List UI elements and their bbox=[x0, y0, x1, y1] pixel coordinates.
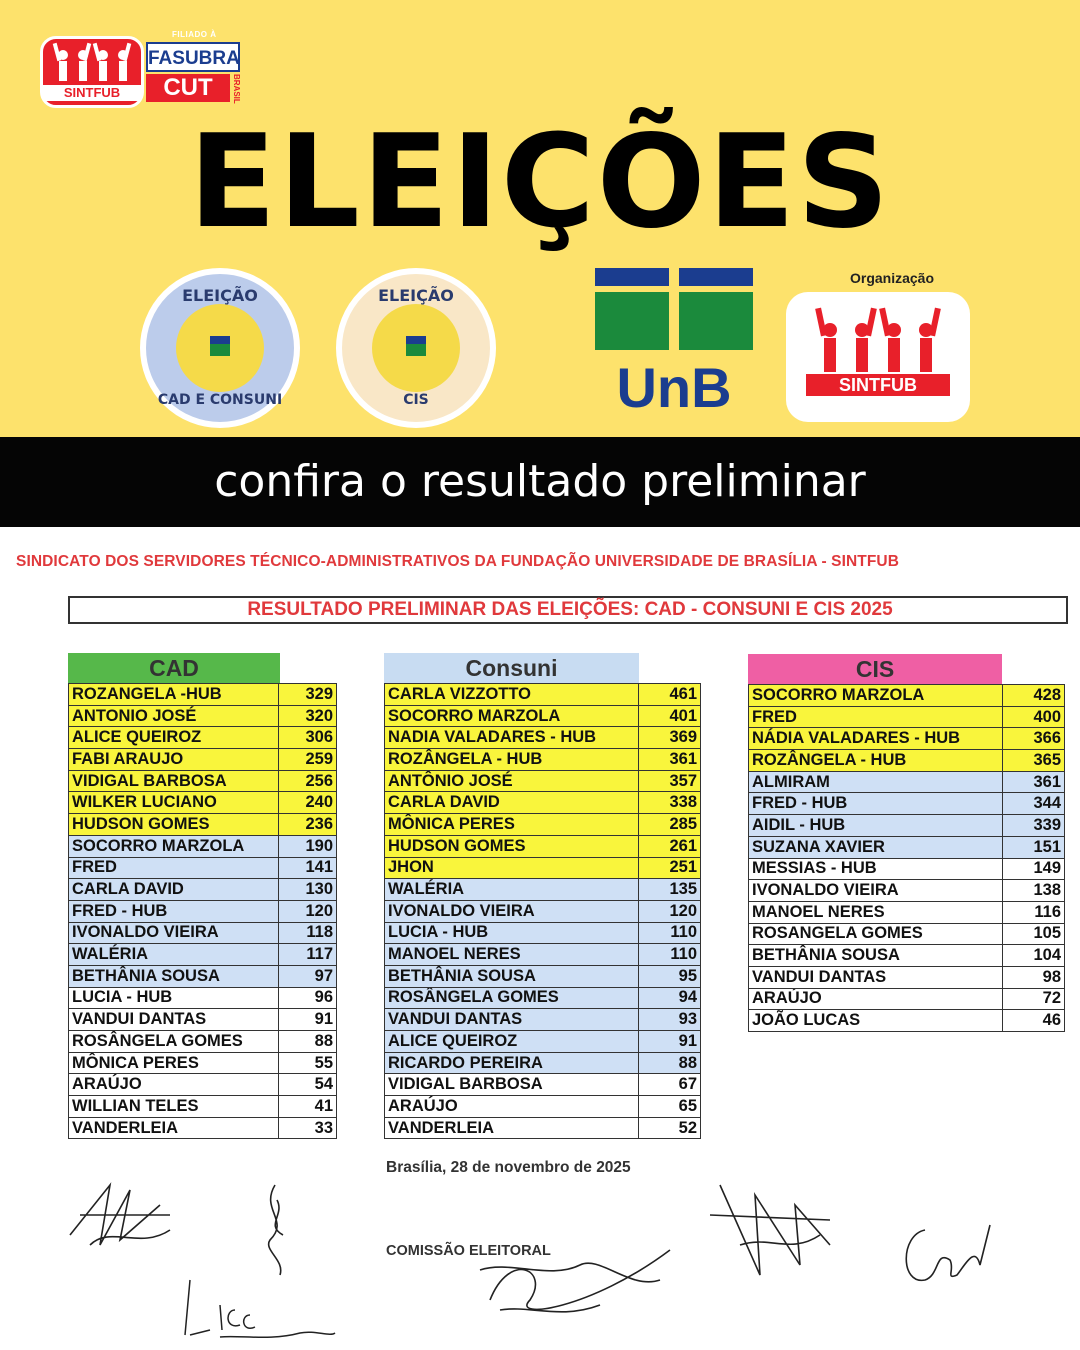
vote-count: 94 bbox=[639, 987, 701, 1009]
subtitle-bar bbox=[0, 437, 1080, 527]
candidate-name: SOCORRO MARZOLA bbox=[385, 705, 639, 727]
vote-count: 428 bbox=[1003, 685, 1065, 707]
vote-count: 251 bbox=[639, 857, 701, 879]
candidate-name: BETHÂNIA SOUSA bbox=[749, 945, 1003, 967]
table-row bbox=[385, 727, 701, 749]
table-row bbox=[69, 879, 337, 901]
table-row bbox=[749, 880, 1065, 902]
signature-6-icon bbox=[895, 1215, 1005, 1295]
table-row bbox=[749, 685, 1065, 707]
candidate-name: IVONALDO VIEIRA bbox=[385, 900, 639, 922]
vote-count: 33 bbox=[279, 1117, 337, 1139]
affiliation-label: FILIADO À bbox=[172, 30, 217, 39]
vote-count: 91 bbox=[279, 1009, 337, 1031]
unb-logo-text: UnB bbox=[616, 356, 732, 419]
badge-cis-top-text: ELEIÇÃO bbox=[378, 286, 454, 305]
candidate-name: VIDIGAL BARBOSA bbox=[69, 770, 279, 792]
table-row bbox=[749, 858, 1065, 880]
vote-count: 91 bbox=[639, 1031, 701, 1053]
table-row bbox=[69, 922, 337, 944]
consuni-header: Consuni bbox=[384, 653, 639, 683]
table-row bbox=[69, 1052, 337, 1074]
table-row bbox=[69, 727, 337, 749]
candidate-name: ROSÂNGELA GOMES bbox=[385, 987, 639, 1009]
table-row bbox=[749, 988, 1065, 1010]
table-row bbox=[385, 944, 701, 966]
vote-count: 320 bbox=[279, 705, 337, 727]
cad-header: CAD bbox=[68, 653, 280, 683]
vote-count: 369 bbox=[639, 727, 701, 749]
raised-fists-icon bbox=[810, 306, 946, 376]
vote-count: 400 bbox=[1003, 706, 1065, 728]
candidate-name: FRED - HUB bbox=[749, 793, 1003, 815]
candidate-name: VIDIGAL BARBOSA bbox=[385, 1074, 639, 1096]
table-row bbox=[69, 857, 337, 879]
vote-count: 96 bbox=[279, 987, 337, 1009]
table-row bbox=[69, 1031, 337, 1053]
table-row bbox=[385, 814, 701, 836]
candidate-name: ALICE QUEIROZ bbox=[69, 727, 279, 749]
header-banner bbox=[0, 0, 1080, 437]
candidate-name: WILLIAN TELES bbox=[69, 1096, 279, 1118]
table-row bbox=[385, 1009, 701, 1031]
table-row bbox=[69, 770, 337, 792]
subtitle: confira o resultado preliminar bbox=[214, 456, 866, 507]
candidate-name: LUCIA - HUB bbox=[69, 987, 279, 1009]
cis-column bbox=[748, 654, 1065, 1032]
vote-count: 93 bbox=[639, 1009, 701, 1031]
vote-count: 95 bbox=[639, 965, 701, 987]
vote-count: 236 bbox=[279, 814, 337, 836]
table-row bbox=[749, 706, 1065, 728]
candidate-name: ARAÚJO bbox=[69, 1074, 279, 1096]
candidate-name: BETHÂNIA SOUSA bbox=[385, 965, 639, 987]
table-row bbox=[385, 965, 701, 987]
cad-column bbox=[68, 653, 337, 1139]
unb-logo-icon bbox=[595, 268, 753, 350]
vote-count: 118 bbox=[279, 922, 337, 944]
vote-count: 357 bbox=[639, 770, 701, 792]
cut-logo: CUT bbox=[146, 74, 230, 102]
candidate-name: ROZANGELA -HUB bbox=[69, 684, 279, 706]
table-row bbox=[385, 749, 701, 771]
cis-header: CIS bbox=[748, 654, 1002, 684]
candidate-name: JOÃO LUCAS bbox=[749, 1010, 1003, 1032]
document-organization: SINDICATO DOS SERVIDORES TÉCNICO-ADMINISTRATIVOS DA FUNDAÇÃO UNIVERSIDADE DE BRASÍLIA - SINTFUB bbox=[16, 553, 899, 570]
table-row bbox=[69, 900, 337, 922]
candidate-name: ROZÂNGELA - HUB bbox=[749, 750, 1003, 772]
candidate-name: MANOEL NERES bbox=[749, 901, 1003, 923]
table-row bbox=[69, 684, 337, 706]
vote-count: 120 bbox=[279, 900, 337, 922]
vote-count: 329 bbox=[279, 684, 337, 706]
table-row bbox=[69, 814, 337, 836]
candidate-name: SOCORRO MARZOLA bbox=[749, 685, 1003, 707]
signature-5-icon bbox=[700, 1175, 840, 1285]
table-row bbox=[69, 944, 337, 966]
vote-count: 344 bbox=[1003, 793, 1065, 815]
candidate-name: MÔNICA PERES bbox=[69, 1052, 279, 1074]
consuni-table bbox=[384, 683, 701, 1139]
vote-count: 41 bbox=[279, 1096, 337, 1118]
vote-count: 117 bbox=[279, 944, 337, 966]
sintfub-logo-text: SINTFUB bbox=[43, 85, 141, 101]
candidate-name: IVONALDO VIEIRA bbox=[69, 922, 279, 944]
candidate-name: BETHÂNIA SOUSA bbox=[69, 965, 279, 987]
organization-label: Organização bbox=[849, 270, 935, 286]
vote-count: 110 bbox=[639, 944, 701, 966]
candidate-name: ARAÚJO bbox=[749, 988, 1003, 1010]
vote-count: 120 bbox=[639, 900, 701, 922]
table-row bbox=[69, 792, 337, 814]
vote-count: 306 bbox=[279, 727, 337, 749]
badge-cad-bottom-text: CAD E CONSUNI bbox=[157, 392, 283, 408]
vote-count: 97 bbox=[279, 965, 337, 987]
table-row bbox=[749, 728, 1065, 750]
candidate-name: WALÉRIA bbox=[385, 879, 639, 901]
vote-count: 361 bbox=[639, 749, 701, 771]
table-row bbox=[69, 1009, 337, 1031]
candidate-name: MANOEL NERES bbox=[385, 944, 639, 966]
vote-count: 46 bbox=[1003, 1010, 1065, 1032]
vote-count: 88 bbox=[279, 1031, 337, 1053]
candidate-name: HUDSON GOMES bbox=[69, 814, 279, 836]
candidate-name: CARLA DAVID bbox=[385, 792, 639, 814]
signature-2-icon bbox=[255, 1180, 295, 1280]
candidate-name: FRED - HUB bbox=[69, 900, 279, 922]
vote-count: 190 bbox=[279, 835, 337, 857]
table-row bbox=[385, 705, 701, 727]
main-title: ELEIÇÕES bbox=[188, 108, 892, 257]
candidate-name: SUZANA XAVIER bbox=[749, 836, 1003, 858]
vote-count: 130 bbox=[279, 879, 337, 901]
vote-count: 261 bbox=[639, 835, 701, 857]
table-row bbox=[385, 835, 701, 857]
table-row bbox=[749, 793, 1065, 815]
vote-count: 401 bbox=[639, 705, 701, 727]
vote-count: 138 bbox=[1003, 880, 1065, 902]
candidate-name: FABI ARAUJO bbox=[69, 749, 279, 771]
vote-count: 151 bbox=[1003, 836, 1065, 858]
candidate-name: IVONALDO VIEIRA bbox=[749, 880, 1003, 902]
badge-cad-consuni bbox=[140, 268, 300, 428]
vote-count: 98 bbox=[1003, 966, 1065, 988]
table-row bbox=[69, 1096, 337, 1118]
table-row bbox=[385, 1096, 701, 1118]
candidate-name: ALICE QUEIROZ bbox=[385, 1031, 639, 1053]
candidate-name: FRED bbox=[749, 706, 1003, 728]
table-row bbox=[69, 749, 337, 771]
table-row bbox=[385, 1052, 701, 1074]
vote-count: 54 bbox=[279, 1074, 337, 1096]
table-row bbox=[69, 987, 337, 1009]
table-row bbox=[749, 836, 1065, 858]
vote-count: 461 bbox=[639, 684, 701, 706]
candidate-name: MESSIAS - HUB bbox=[749, 858, 1003, 880]
vote-count: 104 bbox=[1003, 945, 1065, 967]
candidate-name: VANDUI DANTAS bbox=[385, 1009, 639, 1031]
consuni-column bbox=[384, 653, 701, 1139]
badge-cis bbox=[336, 268, 496, 428]
table-row bbox=[749, 923, 1065, 945]
candidate-name: VANDUI DANTAS bbox=[69, 1009, 279, 1031]
table-row bbox=[749, 750, 1065, 772]
organization-logo-text: SINTFUB bbox=[806, 374, 950, 396]
candidate-name: AIDIL - HUB bbox=[749, 815, 1003, 837]
candidate-name: ANTÔNIO JOSÉ bbox=[385, 770, 639, 792]
candidate-name: NADIA VALADARES - HUB bbox=[385, 727, 639, 749]
unb-mini-icon bbox=[210, 336, 230, 356]
candidate-name: LUCIA - HUB bbox=[385, 922, 639, 944]
signature-4-icon bbox=[470, 1210, 710, 1330]
table-row bbox=[385, 770, 701, 792]
table-row bbox=[749, 966, 1065, 988]
candidate-name: CARLA VIZZOTTO bbox=[385, 684, 639, 706]
table-row bbox=[69, 835, 337, 857]
vote-count: 110 bbox=[639, 922, 701, 944]
vote-count: 365 bbox=[1003, 750, 1065, 772]
vote-count: 135 bbox=[639, 879, 701, 901]
vote-count: 67 bbox=[639, 1074, 701, 1096]
unb-mini-icon bbox=[406, 336, 426, 356]
document-title-box bbox=[68, 596, 1068, 624]
table-row bbox=[69, 705, 337, 727]
table-row bbox=[749, 945, 1065, 967]
candidate-name: HUDSON GOMES bbox=[385, 835, 639, 857]
cut-brasil-label: BRASIL bbox=[232, 74, 241, 104]
cad-table bbox=[68, 683, 337, 1139]
table-row bbox=[749, 901, 1065, 923]
affiliation-logos bbox=[146, 30, 242, 104]
cis-table bbox=[748, 684, 1065, 1032]
signature-3-icon bbox=[180, 1275, 340, 1345]
table-row bbox=[385, 900, 701, 922]
raised-fists-icon bbox=[43, 41, 141, 89]
sintfub-logo bbox=[40, 36, 144, 108]
candidate-name: WILKER LUCIANO bbox=[69, 792, 279, 814]
vote-count: 141 bbox=[279, 857, 337, 879]
signature-1-icon bbox=[60, 1175, 180, 1255]
candidate-name: VANDUI DANTAS bbox=[749, 966, 1003, 988]
table-row bbox=[749, 815, 1065, 837]
candidate-name: RICARDO PEREIRA bbox=[385, 1052, 639, 1074]
table-row bbox=[385, 792, 701, 814]
vote-count: 116 bbox=[1003, 901, 1065, 923]
candidate-name: SOCORRO MARZOLA bbox=[69, 835, 279, 857]
organization-sintfub-logo bbox=[786, 292, 970, 422]
table-row bbox=[385, 1117, 701, 1139]
candidate-name: CARLA DAVID bbox=[69, 879, 279, 901]
candidate-name: VANDERLEIA bbox=[69, 1117, 279, 1139]
candidate-name: WALÉRIA bbox=[69, 944, 279, 966]
table-row bbox=[385, 987, 701, 1009]
candidate-name: MÔNICA PERES bbox=[385, 814, 639, 836]
table-row bbox=[385, 879, 701, 901]
vote-count: 52 bbox=[639, 1117, 701, 1139]
badge-cad-top-text: ELEIÇÃO bbox=[182, 286, 258, 305]
document-date: Brasília, 28 de novembro de 2025 bbox=[386, 1159, 631, 1176]
vote-count: 338 bbox=[639, 792, 701, 814]
vote-count: 361 bbox=[1003, 771, 1065, 793]
table-row bbox=[385, 1074, 701, 1096]
document-title: RESULTADO PRELIMINAR DAS ELEIÇÕES: CAD - CONSUNI E CIS 2025 bbox=[247, 599, 893, 620]
table-row bbox=[749, 771, 1065, 793]
vote-count: 72 bbox=[1003, 988, 1065, 1010]
table-row bbox=[385, 922, 701, 944]
vote-count: 256 bbox=[279, 770, 337, 792]
candidate-name: NÁDIA VALADARES - HUB bbox=[749, 728, 1003, 750]
table-row bbox=[385, 684, 701, 706]
vote-count: 105 bbox=[1003, 923, 1065, 945]
vote-count: 285 bbox=[639, 814, 701, 836]
table-row bbox=[385, 857, 701, 879]
vote-count: 65 bbox=[639, 1096, 701, 1118]
vote-count: 149 bbox=[1003, 858, 1065, 880]
vote-count: 55 bbox=[279, 1052, 337, 1074]
candidate-name: FRED bbox=[69, 857, 279, 879]
table-row bbox=[749, 1010, 1065, 1032]
electoral-commission-label: COMISSÃO ELEITORAL bbox=[386, 1243, 551, 1259]
candidate-name: ALMIRAM bbox=[749, 771, 1003, 793]
candidate-name: ROSÂNGELA GOMES bbox=[69, 1031, 279, 1053]
table-row bbox=[69, 965, 337, 987]
vote-count: 339 bbox=[1003, 815, 1065, 837]
candidate-name: ROZÂNGELA - HUB bbox=[385, 749, 639, 771]
candidate-name: JHON bbox=[385, 857, 639, 879]
table-row bbox=[69, 1074, 337, 1096]
candidate-name: ANTONIO JOSÉ bbox=[69, 705, 279, 727]
candidate-name: ROSANGELA GOMES bbox=[749, 923, 1003, 945]
vote-count: 88 bbox=[639, 1052, 701, 1074]
vote-count: 259 bbox=[279, 749, 337, 771]
table-row bbox=[69, 1117, 337, 1139]
candidate-name: VANDERLEIA bbox=[385, 1117, 639, 1139]
badge-cis-bottom-text: CIS bbox=[403, 392, 429, 408]
vote-count: 366 bbox=[1003, 728, 1065, 750]
table-row bbox=[385, 1031, 701, 1053]
fasubra-logo: FASUBRA bbox=[146, 42, 240, 72]
vote-count: 240 bbox=[279, 792, 337, 814]
candidate-name: ARAÚJO bbox=[385, 1096, 639, 1118]
